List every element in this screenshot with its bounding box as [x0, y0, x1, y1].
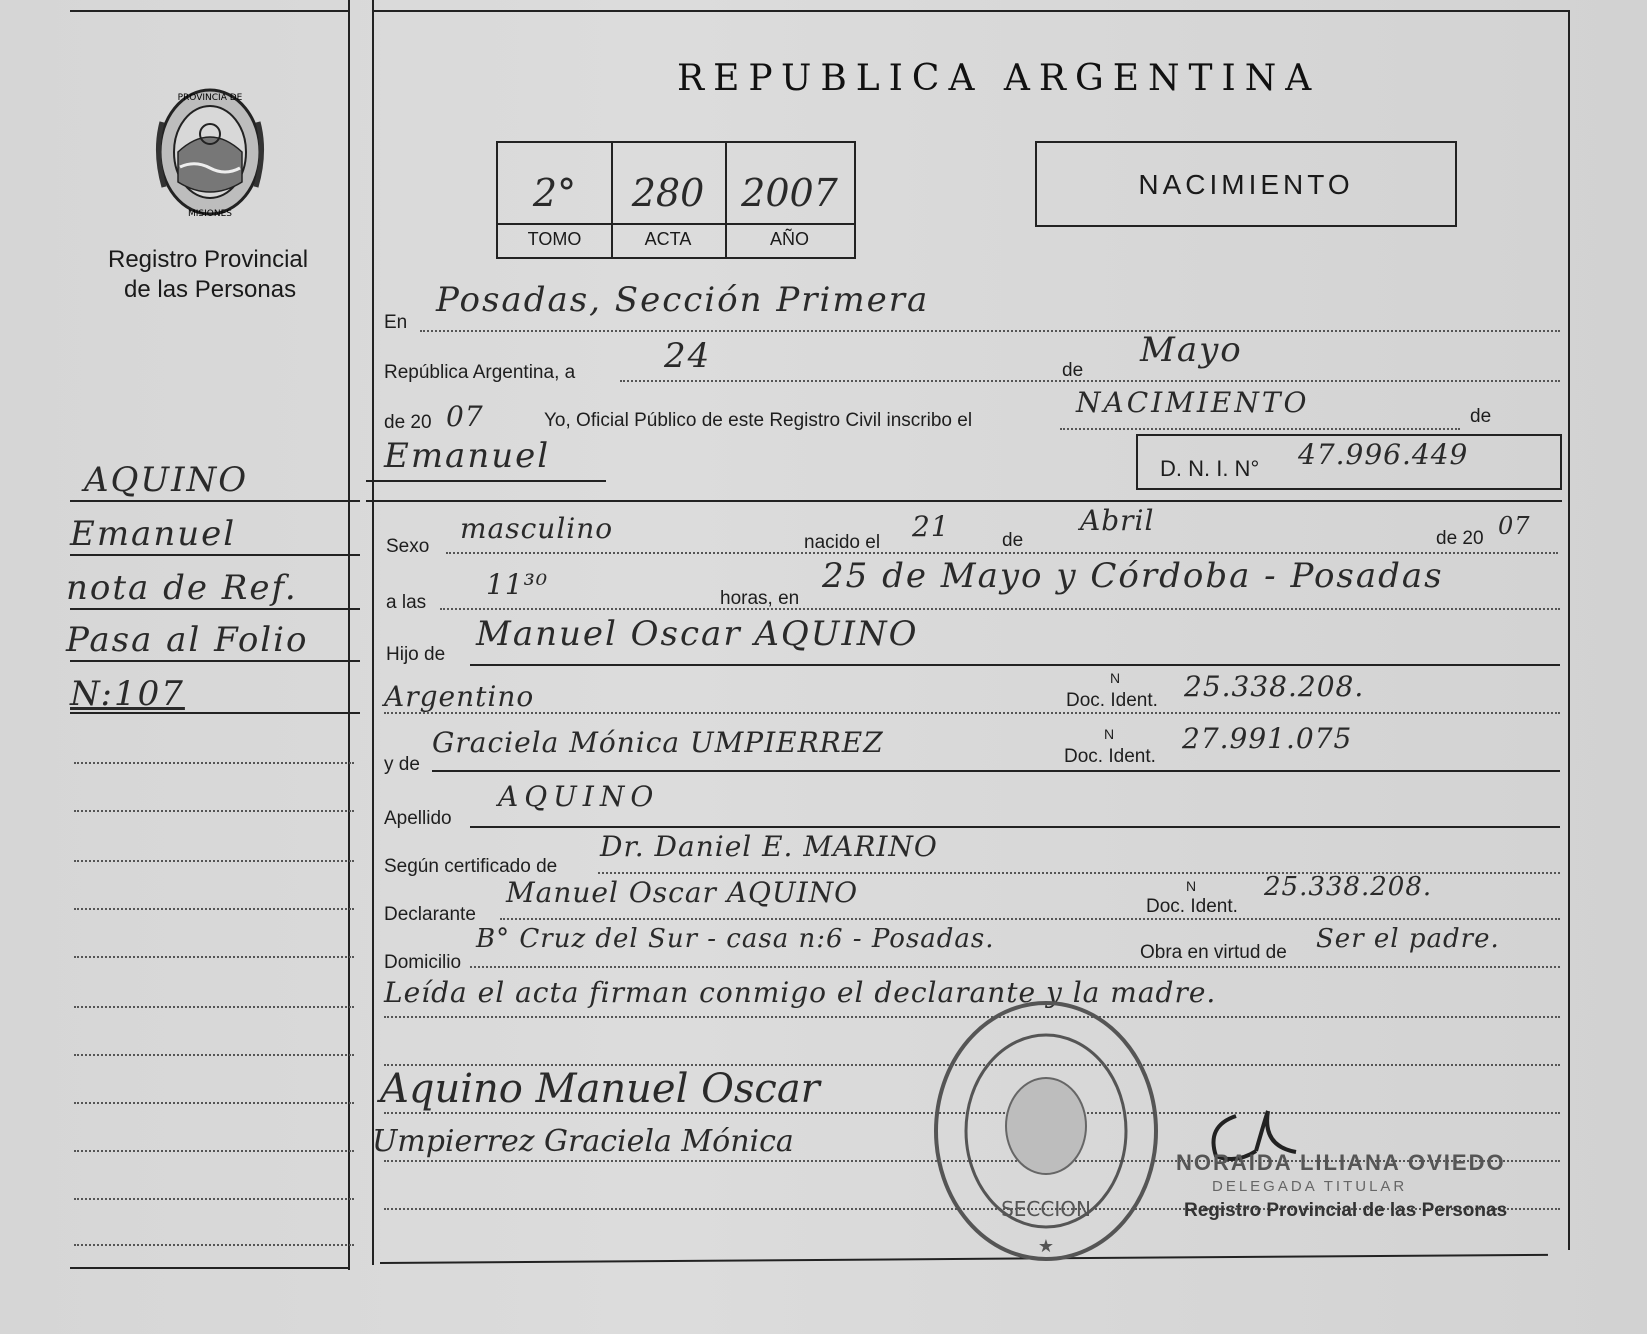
year-suffix-value: 07: [446, 400, 484, 433]
nationality-dotted: [384, 712, 1560, 714]
declarante-label: Declarante: [384, 904, 476, 925]
anio-value: 2007: [741, 171, 838, 215]
doc-n-label-1: N: [1110, 670, 1121, 686]
dni-label: D. N. I. N°: [1160, 456, 1260, 481]
doc-n-label-3: N: [1186, 878, 1197, 894]
seal-bottom-text: MISIONES: [187, 209, 233, 219]
birth-year-suffix-value: 07: [1498, 512, 1531, 540]
signature-mother: Umpierrez Graciela Mónica: [372, 1124, 794, 1159]
official-name: NORAIDA LILIANA OVIEDO: [1176, 1150, 1506, 1175]
father-rule: [470, 664, 1560, 666]
certificado-label: Según certificado de: [384, 856, 558, 877]
margin-rule-1: [70, 500, 360, 502]
anio-label: AÑO: [769, 229, 809, 249]
event-value: NACIMIENTO: [1076, 386, 1310, 419]
margin-dotted-8: [74, 1102, 354, 1104]
nacido-label: nacido el: [804, 532, 881, 553]
sexo-label: Sexo: [386, 536, 430, 557]
declarante-doc-label: Doc. Ident.: [1146, 896, 1238, 917]
apellido-value: AQUINO: [498, 780, 660, 813]
en-value: Posadas, Sección Primera: [436, 280, 930, 320]
y-de-label: y de: [384, 754, 420, 775]
official-role: DELEGADA TITULAR: [1212, 1178, 1408, 1195]
father-doc-value: 25.338.208.: [1184, 670, 1365, 703]
svg-text:★: ★: [1037, 1236, 1055, 1257]
signature-father: Aquino Manuel Oscar: [380, 1066, 820, 1112]
acta-label: ACTA: [644, 229, 692, 249]
margin-dotted-2: [74, 810, 354, 812]
event-dotted: [1060, 428, 1460, 430]
mother-rule: [432, 770, 1560, 772]
margin-rule-4: [70, 660, 360, 662]
left-column-top-rule: [70, 10, 348, 12]
acta-value: 280: [631, 171, 705, 215]
en-label: En: [384, 312, 408, 333]
margin-note-line2: Pasa al Folio: [66, 620, 309, 660]
mother-doc-value: 27.991.075: [1182, 722, 1353, 755]
time-value: 11³⁰: [486, 568, 549, 601]
margin-dotted-4: [74, 908, 354, 910]
horas-label: horas, en: [720, 588, 800, 609]
fecha-dotted: [620, 380, 1560, 382]
hijo-label: Hijo de: [386, 644, 446, 665]
hora-dotted: [440, 608, 1560, 610]
margin-rule-5: [70, 712, 360, 714]
margin-dotted-10: [74, 1198, 354, 1200]
name-value: Emanuel: [384, 436, 551, 476]
margin-rule-3: [70, 608, 360, 610]
dni-box: [1136, 434, 1562, 490]
declarante-doc-value: 25.338.208.: [1264, 872, 1433, 902]
obra-value: Ser el padre.: [1316, 924, 1500, 954]
doc-n-label-2: N: [1104, 726, 1115, 742]
father-nationality-value: Argentino: [384, 680, 535, 713]
stamp-text: SECCION: [1001, 1197, 1091, 1221]
sexo-dotted: [446, 552, 1558, 554]
month-value: Mayo: [1140, 330, 1243, 370]
column-divider-right: [372, 0, 374, 1265]
margin-given-name: Emanuel: [70, 514, 237, 554]
record-type-label: NACIMIENTO: [1138, 169, 1354, 200]
father-value: Manuel Oscar AQUINO: [476, 614, 919, 654]
birth-day-value: 21: [912, 510, 950, 543]
apellido-rule: [470, 826, 1560, 828]
main-top-rule: [372, 10, 1568, 12]
margin-dotted-9: [74, 1150, 354, 1152]
a-las-label: a las: [386, 592, 427, 613]
margin-dotted-3: [74, 860, 354, 862]
margin-note-line3: N:107: [70, 674, 185, 714]
de-label-3: de: [1002, 530, 1024, 551]
declarante-dotted: [500, 918, 1560, 920]
certificado-value: Dr. Daniel E. MARINO: [600, 830, 938, 863]
document-title: REPUBLICA ARGENTINA: [677, 58, 1321, 99]
main-right-rule: [1568, 10, 1570, 1250]
tomo-label: TOMO: [527, 229, 582, 249]
father-doc-label: Doc. Ident.: [1066, 690, 1158, 711]
de-label-1: de: [1062, 360, 1084, 381]
name-rule: [366, 500, 1562, 502]
mother-value: Graciela Mónica UMPIERREZ: [432, 726, 884, 759]
name-underline: [366, 480, 606, 482]
domicilio-dotted: [470, 966, 1560, 968]
record-type-box: [1035, 141, 1457, 227]
margin-dotted-5: [74, 956, 354, 958]
record-number-box: [496, 141, 856, 259]
margin-dotted-1: [74, 762, 354, 764]
republica-label: República Argentina, a: [384, 362, 576, 383]
margin-dotted-11: [74, 1244, 354, 1246]
margin-dotted-6: [74, 1006, 354, 1008]
declarante-value: Manuel Oscar AQUINO: [506, 876, 859, 909]
year-prefix-label: de 20: [384, 412, 432, 433]
dni-value: 47.996.449: [1298, 438, 1469, 471]
registry-name-line1: Registro Provincial: [108, 246, 309, 273]
tomo-value: 2°: [532, 171, 577, 215]
birth-month-value: Abril: [1080, 504, 1155, 537]
margin-rule-2: [70, 554, 360, 556]
official-registry: Registro Provincial de las Personas: [1184, 1200, 1508, 1221]
margin-surname: AQUINO: [84, 460, 249, 500]
obra-label: Obra en virtud de: [1140, 942, 1287, 963]
en-dotted: [420, 330, 1560, 332]
domicilio-value: B° Cruz del Sur - casa n:6 - Posadas.: [476, 924, 995, 954]
apellido-label: Apellido: [384, 808, 452, 829]
year-prefix-label-2: de 20: [1436, 528, 1484, 549]
day-value: 24: [664, 336, 712, 376]
province-seal-icon: [150, 82, 270, 222]
official-label: Yo, Oficial Público de este Registro Civil inscribo el: [544, 410, 973, 431]
seal-top-text: PROVINCIA DE: [177, 93, 243, 103]
margin-dotted-7: [74, 1054, 354, 1056]
place-value: 25 de Mayo y Córdoba - Posadas: [822, 556, 1444, 596]
official-stamp-icon: [928, 996, 1164, 1266]
domicilio-label: Domicilio: [384, 952, 462, 973]
registry-name-line2: de las Personas: [124, 276, 297, 303]
de-label-2: de: [1470, 406, 1492, 427]
sexo-value: masculino: [460, 512, 614, 545]
column-divider-left: [348, 0, 350, 1270]
left-column-bottom-rule: [70, 1267, 348, 1269]
mother-doc-label: Doc. Ident.: [1064, 746, 1156, 767]
closing-value: Leída el acta firman conmigo el declarante y la madre.: [384, 976, 1217, 1009]
margin-note-line1: nota de Ref.: [66, 568, 298, 608]
